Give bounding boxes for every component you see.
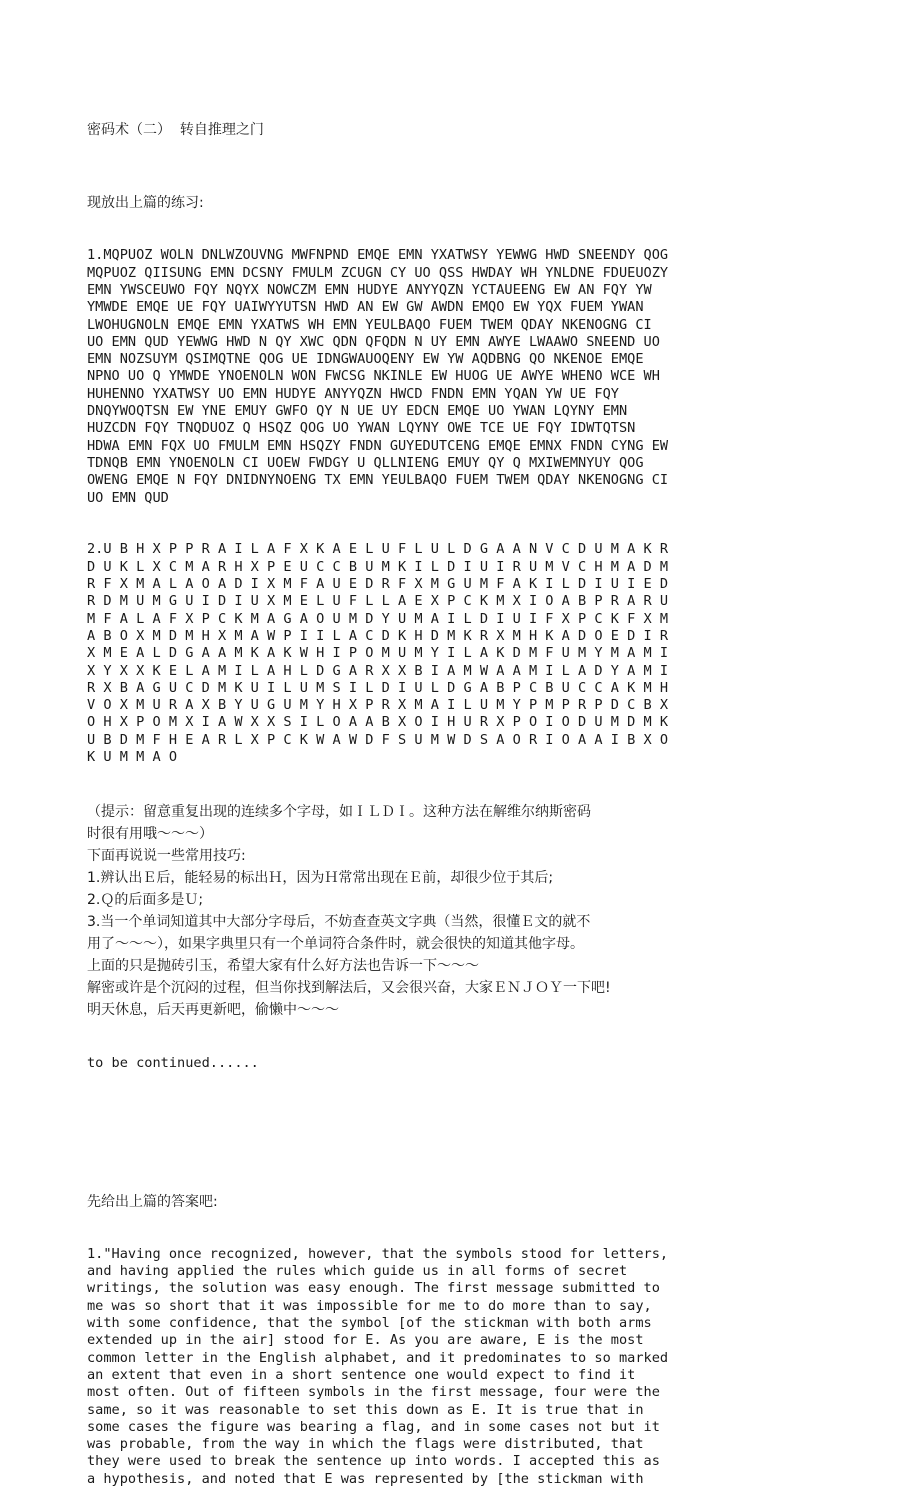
text-line: 明天休息，后天再更新吧，偷懒中～～～ (87, 1001, 339, 1018)
text-line: X M E A L D G A A M K A K W H I P O M U M Y I L A K D M F U M Y M A M I (87, 645, 669, 662)
text-line: me was so short that it was impossible for me to do more than to say, (87, 1297, 652, 1314)
text-line: V O X M U R A X B Y U G U M Y H X P R X M A I L U M Y P M P R P D C B X (87, 697, 669, 714)
text-line: extended up in the air] stood for E. As you are aware, E is the most (87, 1332, 644, 1349)
text-line: 1."Having once recognized, however, that the symbols stood for letters, (87, 1245, 669, 1262)
text-line: and having applied the rules which guide us in all forms of secret (87, 1263, 628, 1280)
text-line: writings, the solution was easy enough. The first message submitted to (87, 1280, 660, 1297)
section-gap (87, 1107, 777, 1159)
text-line: K U M M A O (87, 748, 178, 765)
text-line: A B O X M D M H X M A W P I I L A C D K H D M K R X M H K A D O E D I R (87, 627, 669, 644)
text-line: a hypothesis, and noted that E was represented by [the stickman with (87, 1470, 644, 1487)
text-line: 解密或许是个沉闷的过程，但当你找到解法后，又会很兴奋，大家ＥＮＪＯＹ一下吧! (87, 979, 611, 996)
document-body (87, 87, 777, 1505)
text-line: M F A L A F X P C K M A G A O U M D Y U M A I L D I U I F X P C K F X M (87, 610, 669, 627)
text-line: R X B A G U C D M K U I L U M S I L D I U L D G A B P C B U C C A K M H (87, 679, 669, 696)
text-line: 1.MQPUOZ WOLN DNLWZOUVNG MWFNPND EMQE EMN YXATWSY YEWWG HWD SNEENDY QOG (87, 247, 669, 264)
text-line: NPNO UO Q YMWDE YNOENOLN WON FWCSG NKINLE EW HUOG UE AWYE WHENO WCE WH (87, 368, 660, 385)
text-line: R F X M A L A O A D I X M F A U E D R F X M G U M F A K I L D I U I E D (87, 576, 669, 593)
text-line: 上面的只是抛砖引玉，希望大家有什么好方法也告诉一下～～～ (87, 957, 479, 974)
text-line: R D M U M G U I D I U X M E L U F L L A E X P C K M X I O A B P R A R U (87, 593, 669, 610)
text-line: UO EMN QUD (87, 489, 169, 506)
text-line: was probable, from the way in which the flags were distributed, that (87, 1436, 644, 1453)
text-line: an extent that even in a short sentence one would expect to find it (87, 1366, 636, 1383)
text-line: HUZCDN FQY TNQDUOZ Q HSQZ QOG UO YWAN LQYNY OWE TCE UE FQY IDWTQTSN (87, 420, 636, 437)
text-line: （提示：留意重复出现的连续多个字母，如ＩＬＤＩ。这种方法在解维尔纳斯密码 (87, 803, 591, 820)
text-line: with some confidence, that the symbol [of the stickman with both arms (87, 1315, 652, 1332)
text-line: common letter in the English alphabet, and it predominates to so marked (87, 1349, 669, 1366)
text-line: X Y X X K E L A M I L A H L D G A R X X B I A M W A A M I L A D Y A M I (87, 662, 669, 679)
answer-heading: 先给出上篇的答案吧: (87, 1193, 218, 1210)
text-line: most often. Out of fifteen symbols in the first message, four were the (87, 1384, 660, 1401)
text-line: 2.Ｑ的后面多是Ｕ; (87, 891, 204, 908)
text-line: 2.U B H X P P R A I L A F X K A E L U F L U L D G A A N V C D U M A K R (87, 541, 669, 558)
text-line: HDWA EMN FQX UO FMULM EMN HSQZY FNDN GUYEDUTCENG EMQE EMNX FNDN CYNG EW (87, 437, 669, 454)
tips-section (87, 801, 777, 1021)
text-line: MQPUOZ QIISUNG EMN DCSNY FMULM ZCUGN CY UO QSS HWDAY WH YNLDNE FDUEUOZY (87, 264, 669, 281)
text-line: D U K L X C M A R H X P E U C C B U M K I L D I U I R U M V C H M A D M (87, 558, 669, 575)
text-line: 用了～～～），如果字典里只有一个单词符合条件时，就会很快的知道其他字母。 (87, 935, 584, 952)
to-be-continued: to be continued...... (87, 1055, 259, 1072)
page-title: 密码术（二） 转自推理之门 (87, 121, 264, 138)
exercise-2-ciphertext (87, 541, 777, 766)
text-line: U B D M F H E A R L X P C K W A W D F S U M W D S A O R I O A A I B X O (87, 731, 669, 748)
text-line: some cases the figure was bearing a flag, and in some cases not but it (87, 1418, 660, 1435)
exercise-intro: 现放出上篇的练习: (87, 195, 204, 212)
answer-text (87, 1246, 777, 1488)
text-line: 时很有用哦～～～） (87, 825, 213, 842)
text-line: UO EMN QUD YEWWG HWD N QY XWC QDN QFQDN N UY EMN AWYE LWAAWO SNEEND UO (87, 333, 660, 350)
text-line: 下面再说说一些常用技巧: (87, 847, 246, 864)
text-line: EMN YWSCEUWO FQY NQYX NOWCZM EMN HUDYE ANYYQZN YCTAUEENG EW AN FQY YW (87, 281, 652, 298)
exercise-1-ciphertext (87, 247, 777, 506)
text-line: DNQYWOQTSN EW YNE EMUY GWFO QY N UE UY EDCN EMQE UO YWAN LQYNY EMN (87, 403, 628, 420)
text-line: 1.辨认出Ｅ后，能轻易的标出Ｈ，因为Ｈ常常出现在Ｅ前，却很少位于其后; (87, 869, 554, 886)
text-line: O H X P O M X I A W X X S I L O A A B X O I H U R X P O I O D U M D M K (87, 714, 669, 731)
text-line: EMN NOZSUYM QSIMQTNE QOG UE IDNGWAUOQENY EW YW AQDBNG QO NKENOE EMQE (87, 351, 644, 368)
text-line: OWENG EMQE N FQY DNIDNYNOENG TX EMN YEULBAQO FUEM TWEM QDAY NKENOGNG CI (87, 472, 669, 489)
text-line: HUHENNO YXATWSY UO EMN HUDYE ANYYQZN HWCD FNDN EMN YQAN YW UE FQY (87, 385, 619, 402)
text-line: TDNQB EMN YNOENOLN CI UOEW FWDGY U QLLNIENG EMUY QY Q MXIWEMNYUY QOG (87, 454, 644, 471)
text-line: 3.当一个单词知道其中大部分字母后，不妨查查英文字典（当然，很懂Ｅ文的就不 (87, 913, 591, 930)
text-line: same, so it was reasonable to set this down as E. It is true that in (87, 1401, 644, 1418)
text-line: they were used to break the sentence up into words. I accepted this as (87, 1453, 660, 1470)
text-line: YMWDE EMQE UE FQY UAIWYYUTSN HWD AN EW GW AWDN EMQO EW YQX FUEM YWAN (87, 299, 644, 316)
text-line: LWOHUGNOLN EMQE EMN YXATWS WH EMN YEULBAQO FUEM TWEM QDAY NKENOGNG CI (87, 316, 652, 333)
